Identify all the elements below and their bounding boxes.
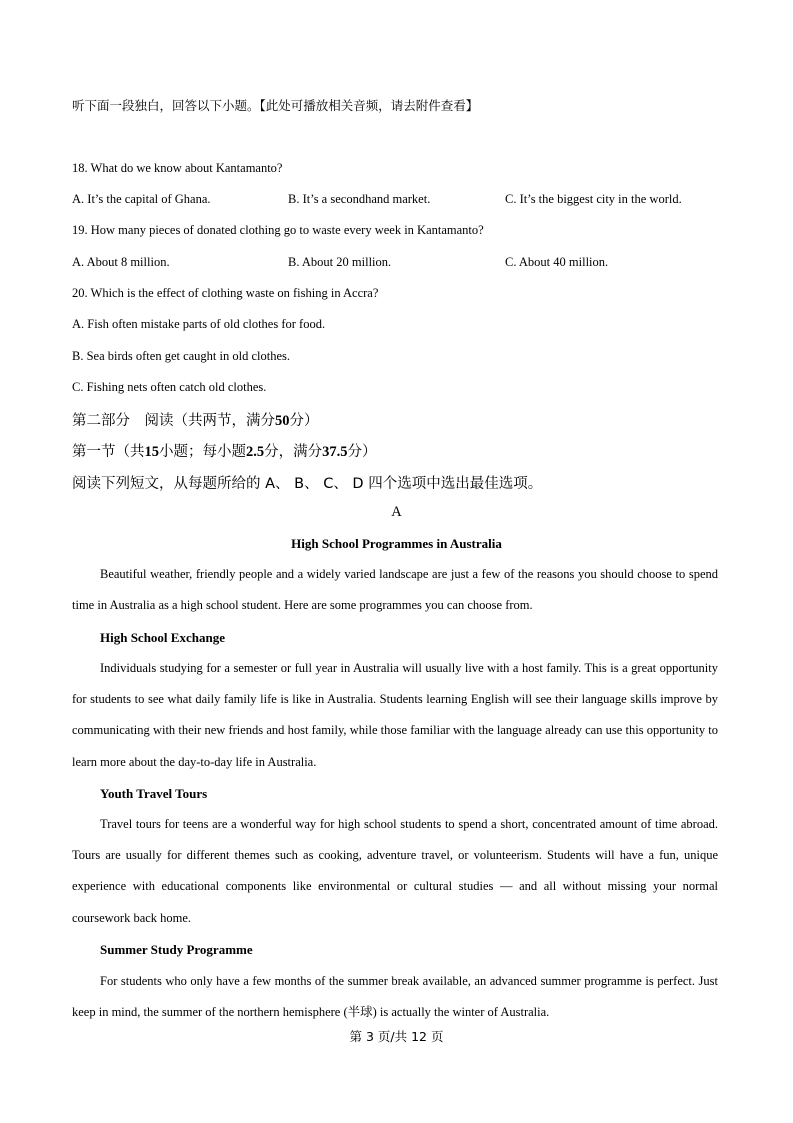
question-19-stem: 19. How many pieces of donated clothing go to waste every week in Kantamanto?: [72, 223, 484, 237]
page-number: 第 3 页/共 12 页: [349, 1029, 444, 1044]
reading-instruction: 阅读下列短文，从每题所给的 A、 B、 C、 D 四个选项中选出最佳选项。: [72, 476, 543, 492]
question-18-option-c: C. It’s the biggest city in the world.: [505, 192, 682, 206]
section-text-tours: Travel tours for teens are a wonderful way for high school students to spend a short, concentrated amount of time abroad. Tours are usually for different themes such as cooking, adventure travel, or volunteerism. Students will have a fun, unique experience with educational components like environmental or cultural studies — and all without missing your normal coursework back home.: [72, 817, 718, 925]
question-18-stem: 18. What do we know about Kantamanto?: [72, 161, 283, 175]
passage-intro: Beautiful weather, friendly people and a widely varied landscape are just a few of the reasons you should choose to spend time in Australia as a high school student. Here are some programmes you can choose from.: [72, 567, 718, 613]
listening-instruction: 听下面一段独白，回答以下小题。【此处可播放相关音频，请去附件查看】: [72, 98, 479, 113]
section-one-total-score: 37.5: [322, 444, 348, 460]
section-one-heading: [72, 440, 377, 461]
section-heading-summer: Summer Study Programme: [100, 942, 253, 957]
part-two-heading: [72, 409, 319, 430]
part-two-suffix: 分）: [289, 413, 319, 429]
section-one-suffix: 分）: [347, 444, 377, 460]
part-two-text: 第二部分 阅读（共两节，满分: [72, 413, 275, 429]
question-19-option-b: B. About 20 million.: [288, 255, 392, 269]
section-heading-exchange: High School Exchange: [100, 630, 225, 645]
question-18-option-a: A. It’s the capital of Ghana.: [72, 192, 211, 206]
question-20-option-b: B. Sea birds often get caught in old clothes.: [72, 349, 291, 363]
section-one-each-score: 2.5: [246, 444, 265, 460]
section-one-count: 15: [144, 444, 159, 460]
question-18-option-b: B. It’s a secondhand market.: [288, 192, 431, 206]
passage-label: A: [391, 504, 402, 520]
section-one-prefix: 第一节（共: [72, 444, 145, 460]
section-heading-tours: Youth Travel Tours: [100, 786, 208, 801]
question-19-option-a: A. About 8 million.: [72, 255, 170, 269]
section-one-mid1: 小题；每小题: [159, 444, 246, 460]
passage-title: High School Programmes in Australia: [291, 536, 502, 551]
part-two-score: 50: [275, 413, 290, 429]
question-19-option-c: C. About 40 million.: [505, 255, 609, 269]
section-one-mid2: 分，满分: [264, 444, 323, 460]
section-text-summer: For students who only have a few months of the summer break available, an advanced summer programme is perfect. Just keep in mind, the summer of the northern hemisphere (半球) is actually the winter of Australia.: [72, 974, 718, 1020]
section-text-exchange: Individuals studying for a semester or full year in Australia will usually live with a host family. This is a great opportunity for students to see what daily family life is like in Australia. Students learning English will see their language skills improve by communicating with their new friends and host family, while those familiar with the language already can use this opportunity to learn more about the day-to-day life in Australia.: [72, 661, 718, 769]
question-20-option-c: C. Fishing nets often catch old clothes.: [72, 380, 267, 394]
question-20-stem: 20. Which is the effect of clothing waste on fishing in Accra?: [72, 286, 379, 300]
question-20-option-a: A. Fish often mistake parts of old clothes for food.: [72, 317, 326, 331]
